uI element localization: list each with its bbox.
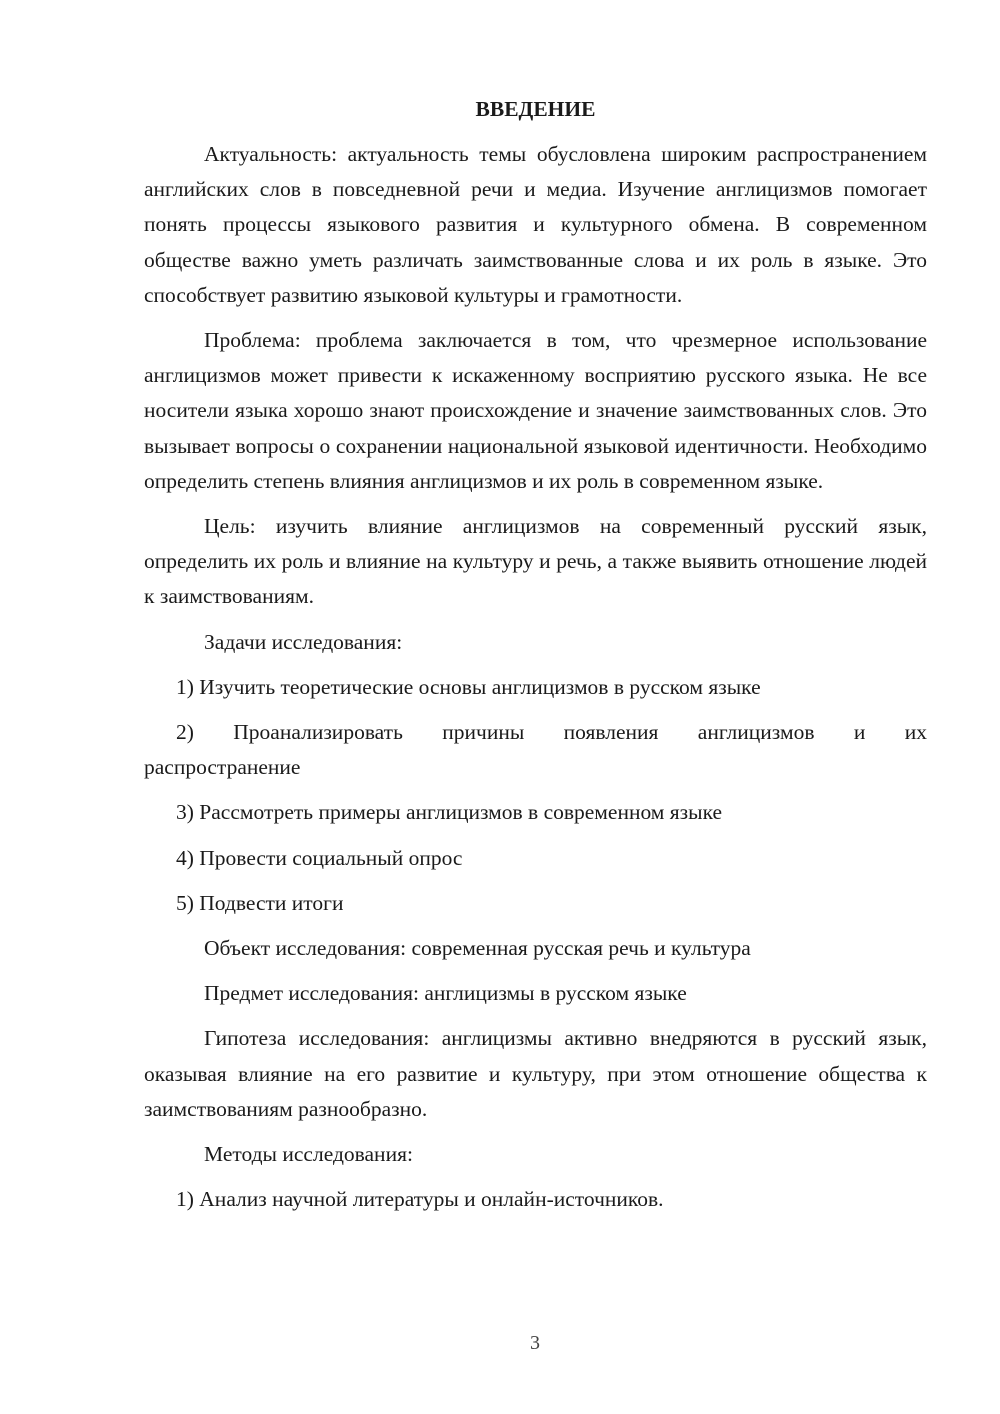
- task-item-3: 3) Рассмотреть примеры англицизмов в современном языке: [176, 800, 723, 825]
- method-item-1: 1) Анализ научной литературы и онлайн-источников.: [176, 1187, 664, 1212]
- relevance-paragraph: Актуальность: актуальность темы обусловлена широким распространением английских слов в повседневной речи и медиа. Изучение англицизмов помогает понять процессы языкового развития и культурного обмена. В современном обществе важно уметь различать заимствованные слова и их роль в языке. Это способствует развитию языковой культуры и грамотности.: [144, 142, 927, 307]
- tasks-heading: Задачи исследования:: [204, 629, 403, 654]
- page-number: 3: [530, 1332, 540, 1354]
- task-item-4: 4) Провести социальный опрос: [176, 845, 463, 870]
- task-item-1: 1) Изучить теоретические основы англицизмов в русском языке: [176, 674, 761, 699]
- hypothesis-paragraph: Гипотеза исследования: англицизмы активно внедряются в русский язык, оказывая влияние на его развитие и культуру, при этом отношение общества к заимствованиям разнообразно.: [144, 1026, 927, 1121]
- methods-heading: Методы исследования:: [204, 1142, 413, 1167]
- section-title: ВВЕДЕНИЕ: [475, 97, 596, 121]
- subject-line: Предмет исследования: англицизмы в русском языке: [204, 981, 687, 1006]
- task-item-2: 2) Проанализировать причины появления англицизмов и их распространение: [144, 720, 927, 780]
- object-line: Объект исследования: современная русская речь и культура: [204, 936, 751, 961]
- goal-paragraph: Цель: изучить влияние англицизмов на современный русский язык, определить их роль и влияние на культуру и речь, а также выявить отношение людей к заимствованиям.: [144, 514, 927, 609]
- task-item-5: 5) Подвести итоги: [176, 890, 344, 915]
- problem-paragraph: Проблема: проблема заключается в том, что чрезмерное использование англицизмов может привести к искаженному восприятию русского языка. Не все носители языка хорошо знают происхождение и значение заимствованных слов. Это вызывает вопросы о сохранении национальной языковой идентичности. Необходимо определить степень влияния англицизмов и их роль в современном языке.: [144, 328, 927, 493]
- page-content: [144, 92, 927, 1227]
